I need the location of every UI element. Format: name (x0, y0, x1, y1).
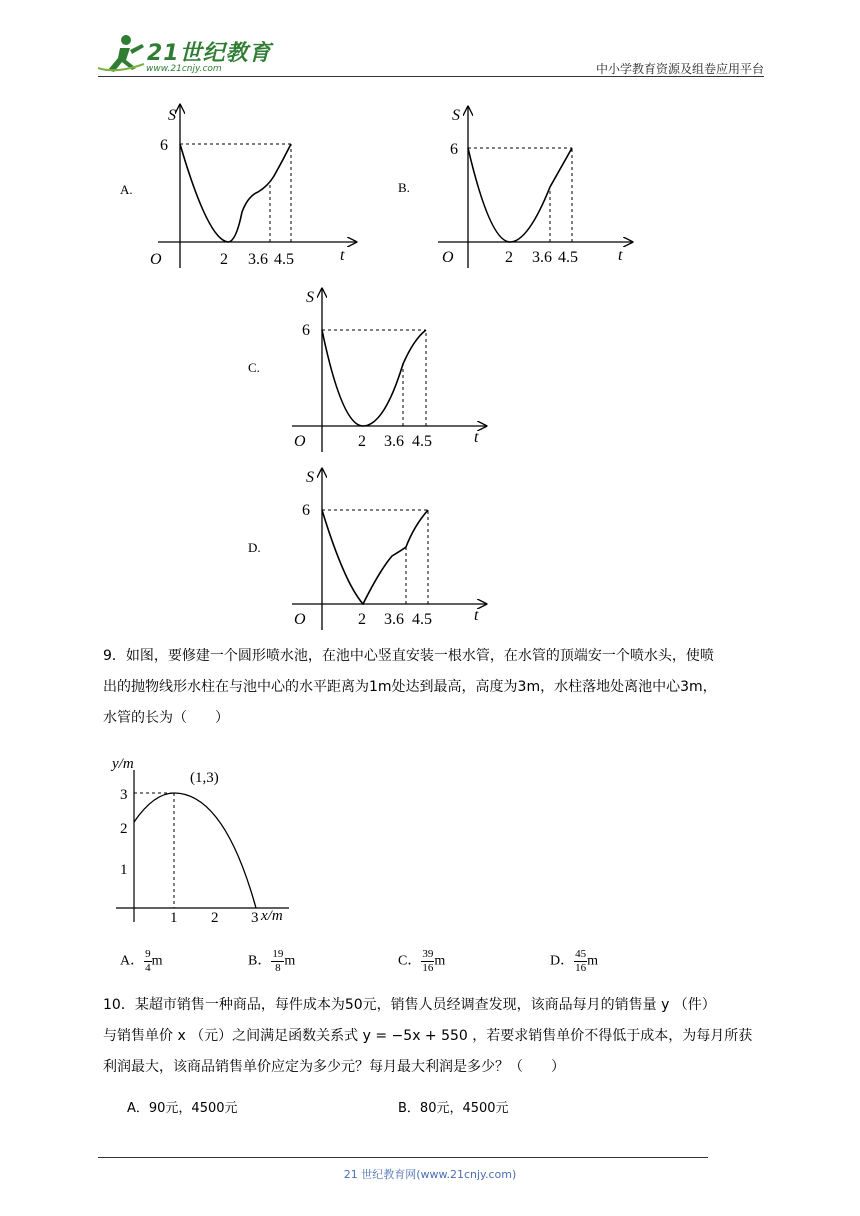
axis-y-label: S (452, 107, 460, 124)
q9-choice-d[interactable]: D． $\frac{45}{16}$ m (550, 948, 599, 974)
option-b-graph (408, 102, 638, 274)
option-d-label: D. (248, 540, 261, 555)
graph-peak-label: (1,3) (190, 770, 219, 786)
option-a-graph (118, 100, 368, 275)
origin-label: O (294, 433, 306, 450)
running-figure-icon (96, 34, 148, 76)
graph-xtick-3: 3 (251, 910, 259, 926)
tick-x-2: 2 (358, 433, 366, 450)
q9-line-2: 出的抛物线形水柱在与池中心的水平距离为1m处达到最高，高度为3m，水柱落地处离池中心3m， (103, 679, 717, 695)
tick-x-3-6: 3.6 (248, 251, 268, 268)
tick-x-3-6: 3.6 (532, 249, 552, 266)
tick-x-2: 2 (505, 249, 513, 266)
tick-y-6: 6 (302, 502, 310, 519)
origin-label: O (442, 249, 454, 266)
footer-divider (98, 1157, 708, 1158)
axis-x-label: t (474, 429, 479, 446)
tick-x-4-5: 4.5 (558, 249, 578, 266)
q9-line-1: 9．如图，要修建一个圆形喷水池，在池中心竖直安装一根水管，在水管的顶端安一个喷水头，使喷 (103, 648, 714, 664)
graph-ytick-1: 1 (120, 862, 128, 878)
logo-url: www.21cnjy.com (146, 64, 222, 74)
tick-x-2: 2 (220, 251, 228, 268)
q10-line-2: 与销售单价 x （元）之间满足函数关系式 y = −5x + 550 ，若要求销售单价不得低于成本，为每月所获 (103, 1028, 753, 1044)
q9-choice-c[interactable]: C． $\frac{39}{16}$ m (398, 948, 446, 974)
tick-x-4-5: 4.5 (412, 611, 432, 628)
footer-link[interactable]: 21 世纪教育网(www.21cnjy.com) (343, 1168, 517, 1181)
graph-xtick-1: 1 (170, 910, 178, 926)
header-platform-name: 中小学教育资源及组卷应用平台 (595, 62, 764, 76)
header-divider (98, 76, 764, 77)
fountain-graph (104, 752, 304, 932)
graph-xtick-2: 2 (211, 910, 219, 926)
tick-y-6: 6 (302, 322, 310, 339)
axis-x-label: t (340, 247, 345, 264)
tick-x-3-6: 3.6 (384, 611, 404, 628)
q10-choice-b[interactable]: B．80元，4500元 (398, 1101, 509, 1116)
q10-line-1: 10．某超市销售一种商品，每件成本为50元，销售人员经调查发现，该商品每月的销售量 y （件） (103, 997, 716, 1013)
axis-x-label: t (618, 247, 623, 264)
question-9-text (103, 641, 763, 734)
q9-choice-b[interactable]: B． $\frac{19}{8}$ m (248, 948, 296, 974)
tick-x-2: 2 (358, 611, 366, 628)
q10-choice-a[interactable]: A．90元，4500元 (127, 1101, 238, 1116)
axis-y-label: S (306, 289, 314, 306)
graph-y-label: y/m (112, 756, 134, 772)
option-b-label: B. (398, 180, 410, 195)
tick-x-4-5: 4.5 (274, 251, 294, 268)
tick-x-3-6: 3.6 (384, 433, 404, 450)
axis-y-label: S (168, 107, 176, 124)
origin-label: O (294, 611, 306, 628)
tick-x-4-5: 4.5 (412, 433, 432, 450)
axis-x-label: t (474, 607, 479, 624)
tick-y-6: 6 (450, 141, 458, 158)
option-c-label: C. (248, 360, 260, 375)
option-c-graph (262, 284, 492, 456)
tick-y-6: 6 (160, 137, 168, 154)
logo-title: 21世纪教育 (147, 41, 272, 66)
origin-label: O (150, 251, 162, 268)
graph-x-label: x/m (261, 908, 283, 924)
q10-line-3: 利润最大，该商品销售单价应定为多少元？每月最大利润是多少？（ ） (103, 1059, 565, 1075)
question-10-text (103, 990, 763, 1083)
graph-ytick-3: 3 (120, 787, 128, 803)
q9-choice-a[interactable]: A． $\frac{9}{4}$ m (120, 948, 163, 974)
graph-ytick-2: 2 (120, 821, 128, 837)
axis-y-label: S (306, 469, 314, 486)
option-d-graph (262, 464, 492, 634)
q9-line-3: 水管的长为（ ） (103, 710, 229, 726)
option-a-label: A. (120, 182, 133, 197)
